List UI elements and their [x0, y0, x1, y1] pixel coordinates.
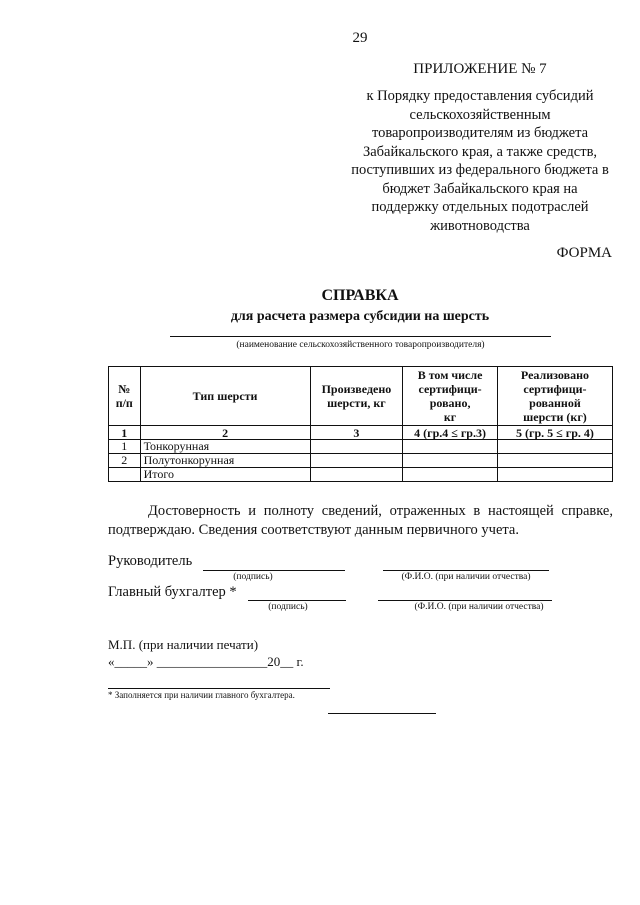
produced-cell: [310, 440, 403, 454]
row-number: 2: [109, 454, 141, 468]
appendix-line: к Порядку предоставления субсидий: [366, 88, 594, 104]
footnote-separator: [108, 688, 330, 689]
sold-cell: [497, 468, 612, 482]
form-label: ФОРМА: [556, 245, 612, 261]
date-line: «_____» _________________20__ г.: [108, 654, 304, 669]
certification-text: Достоверность и полноту сведений, отраженных в настоящей справке, подтверждаю. Сведения соответствуют данным первичного учета.: [108, 503, 613, 538]
certified-cell: [403, 468, 498, 482]
wool-type: Итого: [140, 468, 310, 482]
table-row-total: [109, 468, 613, 482]
certified-cell: [403, 454, 498, 468]
column-number: 4 (гр.4 ≤ гр.3): [403, 426, 498, 440]
accountant-label: Главный бухгалтер *: [108, 584, 237, 600]
appendix-line: Забайкальского края, а также средств,: [362, 143, 598, 160]
column-number: 1: [109, 426, 141, 440]
document-title: СПРАВКА: [321, 287, 399, 304]
header-number: № п/п: [109, 367, 141, 426]
table-row: [109, 440, 613, 454]
head-name-caption: (Ф.И.О. (при наличии отчества): [401, 572, 531, 582]
header-sold-certified: Реализовано сертифици- рованной шерсти (кг): [497, 367, 612, 426]
certified-cell: [403, 440, 498, 454]
producer-name-line: [170, 336, 551, 337]
head-name-line: [383, 570, 549, 571]
accountant-signature-line: [248, 600, 346, 601]
column-number: 5 (гр. 5 ≤ гр. 4): [497, 426, 612, 440]
appendix-line: поддержку отдельных подотраслей: [371, 199, 589, 215]
appendix-description: [330, 87, 630, 235]
producer-name-caption: (наименование сельскохозяйственного товаропроизводителя): [236, 340, 485, 350]
wool-type: Тонкорунная: [140, 440, 310, 454]
row-number: 1: [109, 440, 141, 454]
wool-type: Полутонкорунная: [140, 454, 310, 468]
head-label: Руководитель: [108, 553, 193, 569]
sold-cell: [497, 454, 612, 468]
row-number: [109, 468, 141, 482]
head-signature-line: [203, 570, 345, 571]
produced-cell: [310, 468, 403, 482]
column-number: 2: [140, 426, 310, 440]
header-produced: Произведено шерсти, кг: [310, 367, 403, 426]
subsidy-table: [108, 366, 613, 482]
bottom-separator: [328, 713, 436, 714]
appendix-title: ПРИЛОЖЕНИЕ № 7: [413, 61, 547, 77]
appendix-line: товаропроизводителям из бюджета: [371, 125, 589, 141]
table-row: [109, 454, 613, 468]
accountant-name-caption: (Ф.И.О. (при наличии отчества): [414, 602, 544, 612]
appendix-line: животноводства: [430, 217, 530, 234]
table-header-row: [109, 367, 613, 426]
appendix-line: бюджет Забайкальского края на: [382, 180, 578, 197]
column-number-row: [109, 426, 613, 440]
column-number: 3: [310, 426, 403, 440]
stamp-label: М.П. (при наличии печати): [108, 637, 259, 652]
page-number: 29: [352, 30, 368, 46]
header-wool-type: Тип шерсти: [140, 367, 310, 426]
document-subtitle: для расчета размера субсидии на шерсть: [230, 309, 490, 324]
footnote: * Заполняется при наличии главного бухгалтера.: [108, 690, 295, 700]
produced-cell: [310, 454, 403, 468]
head-signature-caption: (подпись): [233, 572, 273, 582]
appendix-line: сельскохозяйственным: [409, 106, 551, 123]
header-certified: В том числе сертифици- ровано, кг: [403, 367, 498, 426]
accountant-signature-caption: (подпись): [268, 602, 308, 612]
sold-cell: [497, 440, 612, 454]
appendix-line: поступивших из федерального бюджета в: [351, 162, 609, 178]
accountant-name-line: [378, 600, 552, 601]
